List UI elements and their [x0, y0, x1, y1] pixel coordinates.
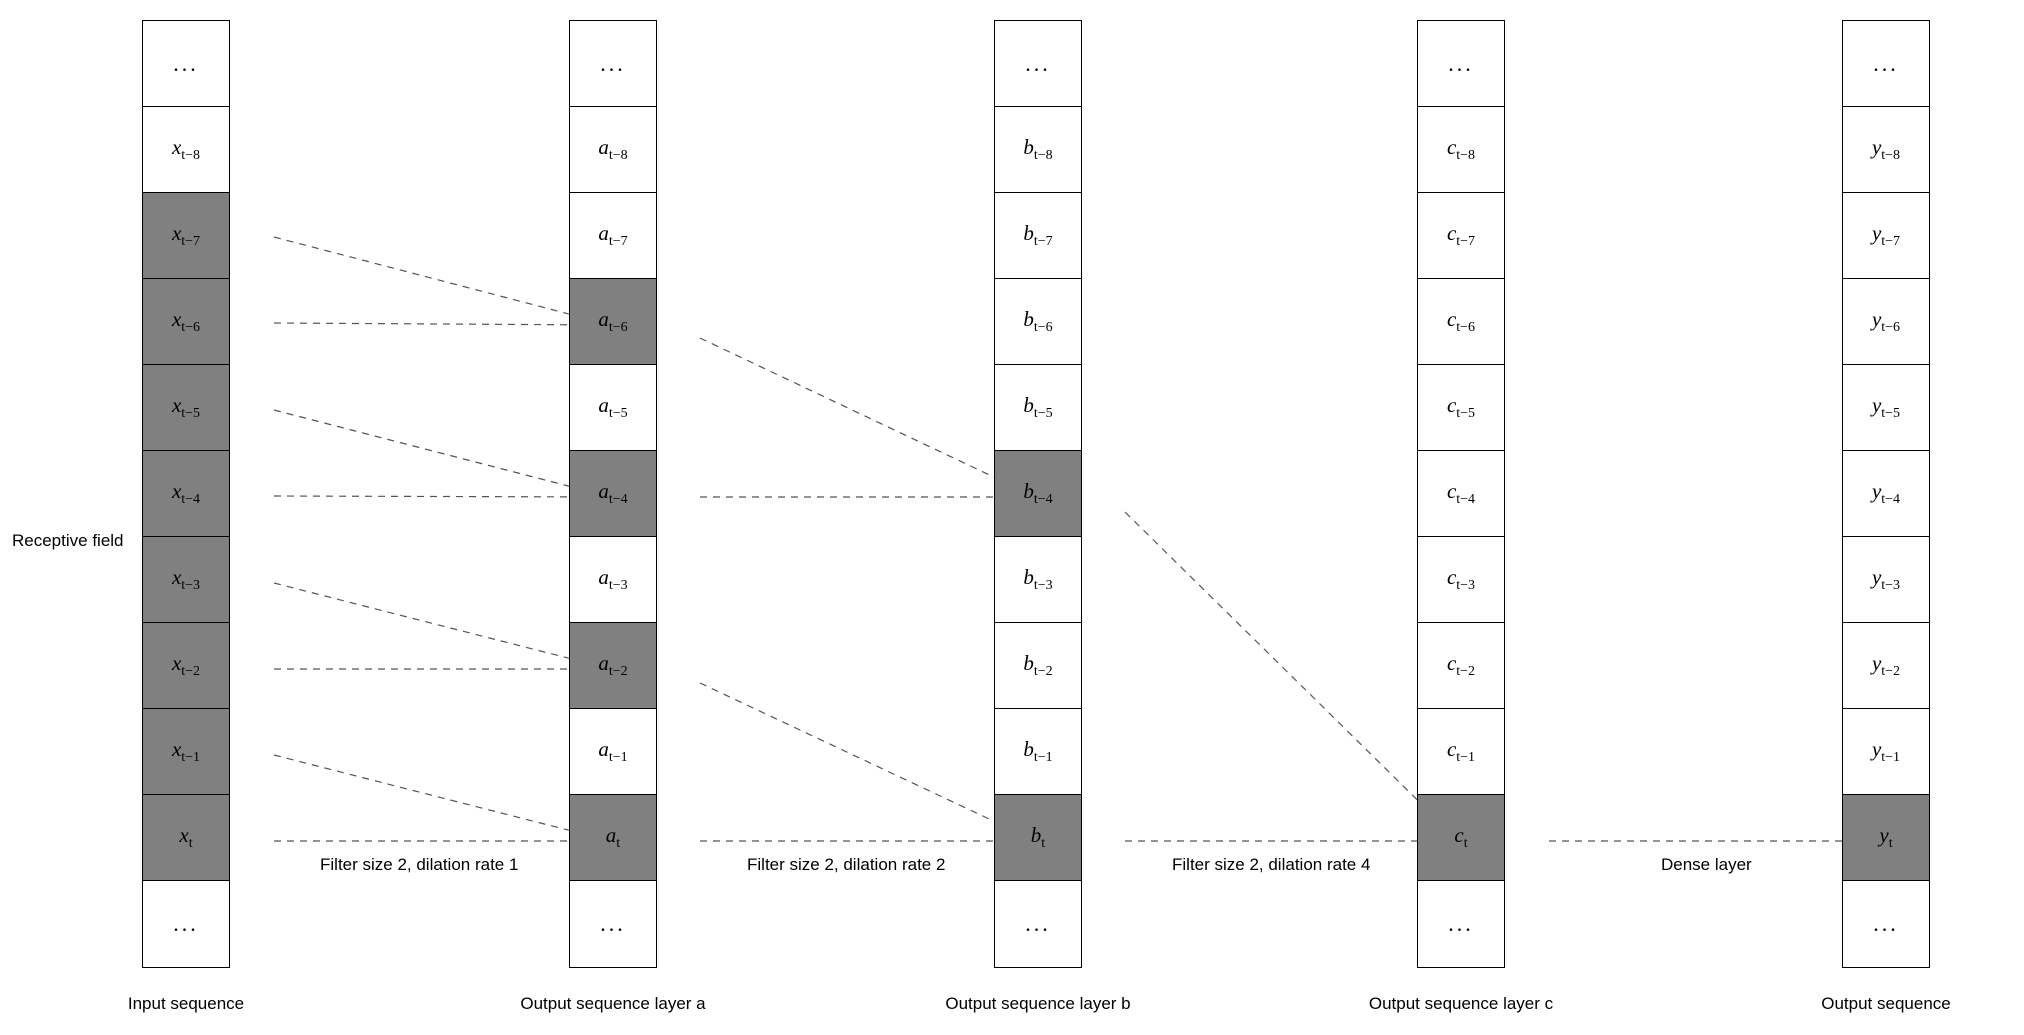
cell-label: [1023, 307, 1052, 336]
column-caption-layer_a: Output sequence layer a: [520, 994, 706, 1013]
cell-output-8: [1843, 709, 1929, 795]
connection-label-d: Dense layer: [1661, 855, 1752, 874]
cell-label: [172, 651, 200, 680]
cell-label: [1447, 393, 1475, 422]
cell-label: [606, 823, 620, 852]
column-caption-layer_c: Output sequence layer c: [1368, 994, 1554, 1013]
cell-layer_c-5: [1418, 451, 1504, 537]
cell-layer_c-3: [1418, 279, 1504, 365]
cell-subscript: t−1: [181, 750, 201, 766]
cell-label: [1872, 651, 1900, 680]
cell-base: y: [1871, 736, 1882, 761]
cell-subscript: t−4: [608, 492, 628, 508]
cell-subscript: t: [1463, 836, 1468, 852]
cell-subscript: t−1: [1456, 750, 1476, 766]
connection-label-a: Filter size 2, dilation rate 1: [320, 855, 519, 874]
cell-output-4: [1843, 365, 1929, 451]
ellipsis: ...: [1448, 911, 1474, 936]
cell-layer_a-7: [570, 623, 656, 709]
cell-subscript: t−4: [1033, 492, 1053, 508]
column-caption-output: Output sequence: [1821, 994, 1951, 1013]
cell-layer_a-3: [570, 279, 656, 365]
cell-output-7: [1843, 623, 1929, 709]
cell-output-0: [1843, 21, 1929, 107]
cell-subscript: t−5: [1456, 406, 1476, 422]
cell-layer_b-8: [995, 709, 1081, 795]
cell-label: [1023, 565, 1052, 594]
cell-subscript: t−6: [1033, 320, 1053, 336]
sequence-column-layer_c: [1417, 20, 1505, 968]
cell-layer_c-2: [1418, 193, 1504, 279]
cell-subscript: t−3: [1033, 578, 1053, 594]
cell-base: y: [1871, 392, 1882, 417]
cell-base: y: [1871, 220, 1882, 245]
cell-label: [172, 393, 200, 422]
cell-subscript: t−7: [1456, 234, 1476, 250]
cell-label: [1447, 565, 1475, 594]
cell-layer_c-7: [1418, 623, 1504, 709]
cell-label: [598, 651, 627, 680]
cell-base: c: [1446, 306, 1457, 331]
cell-base: b: [1023, 650, 1034, 675]
cell-label: [172, 479, 200, 508]
cell-subscript: t−5: [608, 406, 628, 422]
cell-layer_a-6: [570, 537, 656, 623]
cell-subscript: t−6: [1456, 320, 1476, 336]
cell-subscript: t−8: [181, 148, 201, 164]
cell-input-7: [143, 623, 229, 709]
cell-subscript: t−8: [608, 148, 628, 164]
cell-output-3: [1843, 279, 1929, 365]
cell-base: a: [598, 650, 609, 675]
cell-label: [598, 307, 627, 336]
cell-base: a: [598, 564, 609, 589]
cell-layer_b-0: [995, 21, 1081, 107]
cell-label: [1872, 565, 1900, 594]
cell-layer_c-10: [1418, 881, 1504, 967]
cell-base: x: [171, 478, 182, 503]
cell-subscript: t−1: [1033, 750, 1053, 766]
edges-input-to-a: [274, 237, 611, 841]
cell-layer_b-5: [995, 451, 1081, 537]
cell-base: a: [605, 822, 617, 847]
cell-layer_b-7: [995, 623, 1081, 709]
cell-input-0: [143, 21, 229, 107]
cell-subscript: t−4: [181, 492, 201, 508]
cell-input-4: [143, 365, 229, 451]
cell-base: x: [171, 650, 182, 675]
cell-subscript: t−2: [608, 664, 628, 680]
cell-input-6: [143, 537, 229, 623]
cell-base: x: [179, 822, 189, 847]
cell-label: [1023, 737, 1052, 766]
cell-base: a: [598, 134, 609, 159]
cell-subscript: t−7: [181, 234, 201, 250]
cell-layer_a-9: [570, 795, 656, 881]
cell-input-8: [143, 709, 229, 795]
cell-input-5: [143, 451, 229, 537]
cell-subscript: t: [188, 836, 193, 852]
cell-label: [1023, 479, 1052, 508]
cell-subscript: t−5: [1881, 406, 1901, 422]
cell-layer_b-1: [995, 107, 1081, 193]
cell-base: b: [1030, 822, 1042, 847]
column-caption-input: Input sequence: [127, 994, 245, 1013]
cell-label: [1872, 479, 1900, 508]
cell-output-2: [1843, 193, 1929, 279]
cell-output-1: [1843, 107, 1929, 193]
ellipsis: ...: [1448, 50, 1474, 76]
cell-layer_c-4: [1418, 365, 1504, 451]
sequence-column-input: [142, 20, 230, 968]
cell-base: a: [598, 220, 609, 245]
cell-label: [598, 135, 627, 164]
ellipsis: ...: [600, 50, 626, 76]
cell-subscript: t−7: [608, 234, 628, 250]
cell-subscript: t−3: [1456, 578, 1476, 594]
cell-layer_c-9: [1418, 795, 1504, 881]
cell-subscript: t−3: [1881, 578, 1901, 594]
cell-base: c: [1446, 392, 1457, 417]
cell-subscript: t−5: [181, 406, 201, 422]
cell-subscript: t: [1888, 836, 1893, 852]
cell-input-3: [143, 279, 229, 365]
cell-layer_a-10: [570, 881, 656, 967]
cell-label: [598, 221, 627, 250]
cell-label: [1023, 221, 1052, 250]
cell-layer_b-3: [995, 279, 1081, 365]
cell-subscript: t−3: [608, 578, 628, 594]
cell-subscript: t−8: [1033, 148, 1053, 164]
cell-output-9: [1843, 795, 1929, 881]
cell-output-5: [1843, 451, 1929, 537]
cell-base: y: [1879, 822, 1889, 847]
cell-base: x: [171, 134, 182, 159]
cell-label: [598, 393, 627, 422]
edges-b-to-c: [1125, 512, 1459, 841]
cell-subscript: t−8: [1881, 148, 1901, 164]
cell-base: a: [598, 736, 609, 761]
edges-a-to-b: [700, 338, 1036, 841]
cell-subscript: t−3: [181, 578, 201, 594]
cell-layer_c-0: [1418, 21, 1504, 107]
cell-base: b: [1023, 736, 1034, 761]
cell-layer_b-4: [995, 365, 1081, 451]
ellipsis: ...: [1025, 911, 1051, 936]
cell-base: c: [1446, 478, 1457, 503]
connection-label-b: Filter size 2, dilation rate 2: [747, 855, 946, 874]
cell-subscript: t−7: [1033, 234, 1053, 250]
cell-base: c: [1446, 650, 1457, 675]
cell-layer_a-8: [570, 709, 656, 795]
cell-label: [172, 135, 200, 164]
cell-base: c: [1446, 736, 1457, 761]
cell-output-6: [1843, 537, 1929, 623]
sequence-column-output: [1842, 20, 1930, 968]
receptive-field-label: Receptive field: [12, 531, 124, 550]
ellipsis: ...: [600, 911, 626, 936]
cell-output-10: [1843, 881, 1929, 967]
cell-subscript: t−6: [181, 320, 201, 336]
ellipsis: ...: [1873, 911, 1899, 936]
sequence-column-layer_b: [994, 20, 1082, 968]
cell-subscript: t−1: [1881, 750, 1901, 766]
cell-base: c: [1446, 564, 1457, 589]
cell-base: b: [1023, 220, 1034, 245]
cell-layer_c-6: [1418, 537, 1504, 623]
cell-label: [1454, 823, 1467, 852]
ellipsis: ...: [173, 911, 199, 936]
cell-subscript: t−7: [1881, 234, 1901, 250]
ellipsis: ...: [173, 50, 199, 76]
cell-base: b: [1023, 306, 1034, 331]
cell-layer_c-1: [1418, 107, 1504, 193]
cell-layer_a-2: [570, 193, 656, 279]
cell-subscript: t−8: [1456, 148, 1476, 164]
cell-base: b: [1023, 564, 1034, 589]
cell-label: [1031, 823, 1045, 852]
cell-label: [172, 307, 200, 336]
cell-input-10: [143, 881, 229, 967]
cell-base: x: [171, 564, 182, 589]
cell-subscript: t−5: [1033, 406, 1053, 422]
cell-base: x: [171, 392, 182, 417]
cell-layer_a-4: [570, 365, 656, 451]
cell-subscript: t: [1041, 836, 1046, 852]
cell-label: [1447, 651, 1475, 680]
cell-label: [1023, 651, 1052, 680]
cell-base: x: [171, 220, 182, 245]
cell-base: c: [1454, 822, 1464, 847]
cell-layer_a-5: [570, 451, 656, 537]
cell-subscript: t−2: [1033, 664, 1053, 680]
cell-base: b: [1023, 392, 1034, 417]
cell-label: [172, 565, 200, 594]
cell-subscript: t−1: [608, 750, 628, 766]
cell-label: [179, 823, 192, 852]
cell-layer_a-0: [570, 21, 656, 107]
cell-input-1: [143, 107, 229, 193]
cell-layer_b-6: [995, 537, 1081, 623]
cell-label: [1447, 221, 1475, 250]
cell-base: a: [598, 306, 609, 331]
cell-label: [1872, 393, 1900, 422]
cell-label: [1447, 737, 1475, 766]
cell-base: y: [1871, 306, 1882, 331]
cell-base: c: [1446, 134, 1457, 159]
cell-subscript: t: [616, 836, 621, 852]
cell-label: [1872, 221, 1900, 250]
cell-layer_a-1: [570, 107, 656, 193]
cell-base: a: [598, 478, 609, 503]
cell-label: [1023, 135, 1052, 164]
column-caption-layer_b: Output sequence layer b: [945, 994, 1131, 1013]
cell-subscript: t−2: [181, 664, 201, 680]
cell-base: b: [1023, 134, 1034, 159]
cell-input-9: [143, 795, 229, 881]
cell-subscript: t−4: [1456, 492, 1476, 508]
cell-subscript: t−2: [1881, 664, 1901, 680]
cell-layer_b-9: [995, 795, 1081, 881]
cell-label: [1447, 135, 1475, 164]
cell-base: c: [1446, 220, 1457, 245]
cell-label: [1872, 135, 1900, 164]
cell-layer_b-2: [995, 193, 1081, 279]
cell-label: [598, 737, 627, 766]
sequence-column-layer_a: [569, 20, 657, 968]
ellipsis: ...: [1873, 50, 1899, 76]
cell-base: y: [1871, 650, 1882, 675]
cell-label: [598, 565, 627, 594]
ellipsis: ...: [1025, 50, 1051, 76]
cell-label: [1447, 307, 1475, 336]
cell-input-2: [143, 193, 229, 279]
cell-subscript: t−6: [1881, 320, 1901, 336]
cell-subscript: t−2: [1456, 664, 1476, 680]
cell-label: [172, 221, 200, 250]
cell-label: [1023, 393, 1052, 422]
cell-base: x: [171, 306, 182, 331]
cell-label: [1872, 737, 1900, 766]
cell-base: y: [1871, 564, 1882, 589]
cell-label: [598, 479, 627, 508]
cell-layer_b-10: [995, 881, 1081, 967]
cell-base: y: [1871, 134, 1882, 159]
cell-label: [1447, 479, 1475, 508]
cell-label: [172, 737, 200, 766]
cell-base: y: [1871, 478, 1882, 503]
cell-label: [1872, 307, 1900, 336]
cell-base: b: [1023, 478, 1034, 503]
cell-base: a: [598, 392, 609, 417]
cell-layer_c-8: [1418, 709, 1504, 795]
cell-subscript: t−6: [608, 320, 628, 336]
cell-base: x: [171, 736, 182, 761]
connection-label-c: Filter size 2, dilation rate 4: [1172, 855, 1371, 874]
cell-subscript: t−4: [1881, 492, 1901, 508]
cell-label: [1879, 823, 1892, 852]
